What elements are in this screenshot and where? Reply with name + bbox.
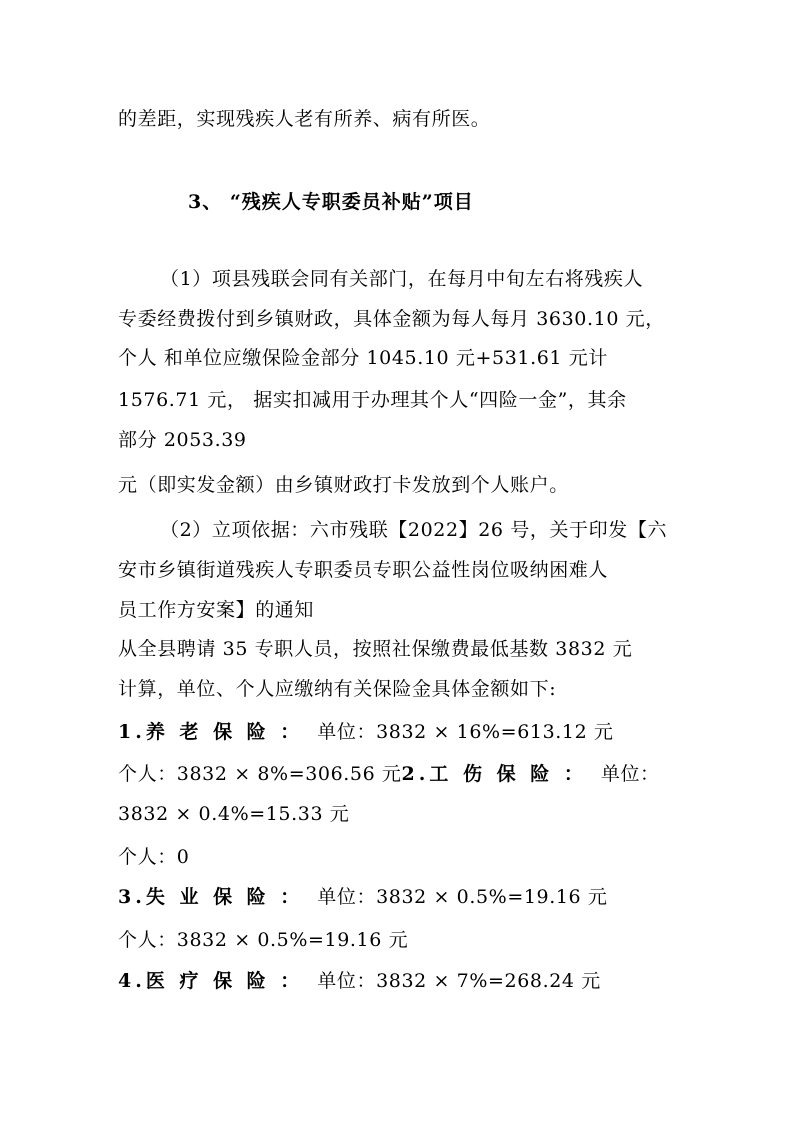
- injury-personal-amount: 个人：0: [118, 846, 190, 868]
- pension-personal-amount: 个人：3832 × 8%=306.56 元: [118, 763, 402, 785]
- insurance-pension-row: [118, 719, 614, 745]
- paragraph-line: 元（即实发金额）由乡镇财政打卡发放到个人账户。: [118, 474, 569, 496]
- pension-unit-amount: 单位：3832 × 16%=613.12 元: [317, 721, 614, 743]
- paragraph-line: 个人 和单位应缴保险金部分 1045.10 元+531.61 元计: [118, 347, 608, 369]
- paragraph-line: （1）项县残联会同有关部门，在每月中旬左右将残疾人: [160, 268, 644, 290]
- paragraph-line: 员工作方安案】的通知: [118, 599, 315, 621]
- insurance-medical-row: [118, 968, 601, 994]
- pension-label: 1.养 老 保 险 ：: [118, 721, 304, 743]
- unemployment-unit-amount: 单位：3832 × 0.5%=19.16 元: [317, 886, 608, 908]
- paragraph-line: 从全县聘请 35 专职人员，按照社保缴费最低基数 3832 元: [118, 638, 633, 660]
- medical-label: 4.医 疗 保 险 ：: [118, 970, 304, 992]
- paragraph-line: 部分 2053.39: [118, 429, 247, 451]
- paragraph-line: 专委经费拨付到乡镇财政，具体金额为每人每月 3630.10 元，: [118, 308, 665, 330]
- medical-unit-amount: 单位：3832 × 7%=268.24 元: [317, 970, 601, 992]
- paragraph-line: 安市乡镇街道残疾人专职委员专职公益性岗位吸纳困难人: [118, 559, 609, 581]
- injury-label: 2.工 伤 保 险 ：: [401, 763, 587, 785]
- unemployment-personal-amount: 个人：3832 × 0.5%=19.16 元: [118, 929, 409, 951]
- section-heading: 3、 “残疾人专职委员补贴”项目: [188, 191, 474, 213]
- insurance-unemployment-row: [118, 884, 607, 910]
- unemployment-label: 3.失 业 保 险 ：: [118, 886, 304, 908]
- insurance-injury-row: [118, 761, 660, 787]
- paragraph-line: 3832 × 0.4%=15.33 元: [118, 803, 350, 825]
- injury-unit-prefix: 单位：: [600, 763, 660, 785]
- paragraph-line: （2）立项依据：六市残联【2022】26 号，关于印发【六: [160, 519, 668, 541]
- paragraph-line: 1576.71 元， 据实扣减用于办理其个人“四险一金”，其余: [118, 389, 627, 411]
- paragraph-line: 的差距，实现残疾人老有所养、病有所医。: [118, 108, 491, 130]
- paragraph-line: 计算，单位、个人应缴纳有关保险金具体金额如下:: [118, 678, 557, 700]
